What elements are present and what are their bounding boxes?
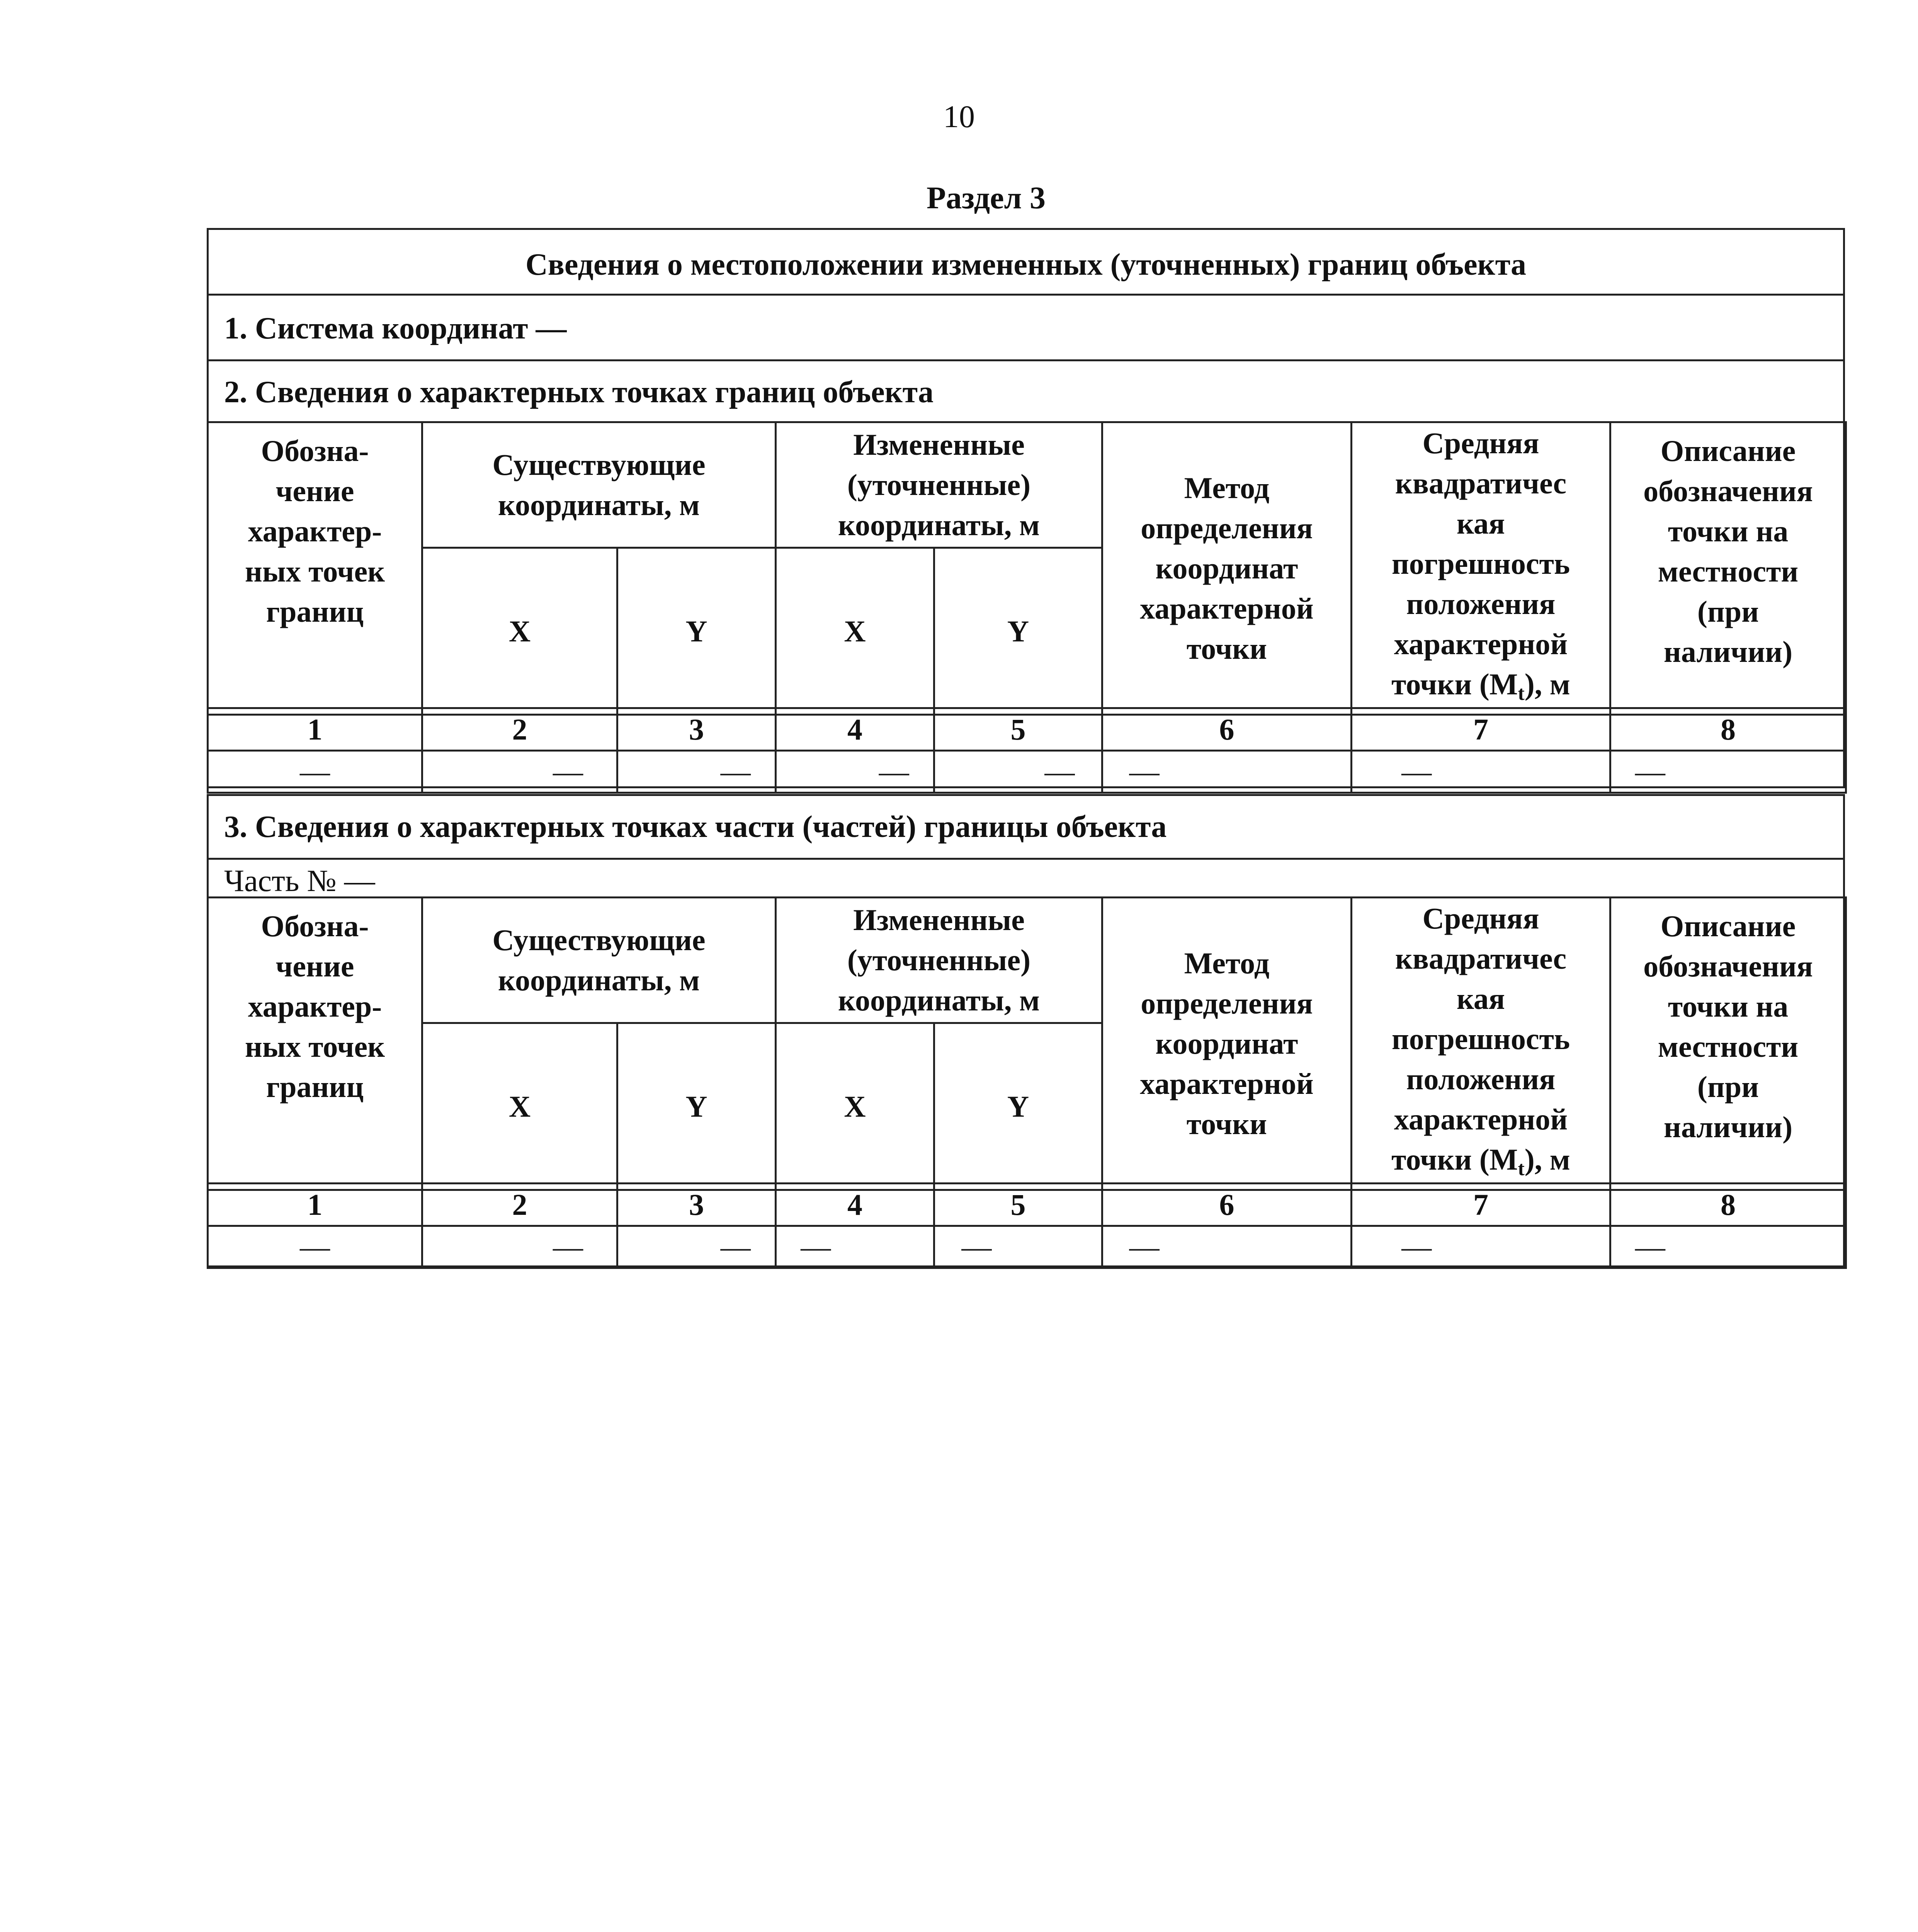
- header-line: Метод: [1184, 946, 1270, 980]
- table-row: [208, 1226, 1846, 1268]
- header-line: ных точек: [245, 1030, 385, 1063]
- header-line: наличии): [1663, 635, 1793, 668]
- col-existing-y: Y: [617, 1023, 776, 1190]
- header-line: координаты, м: [838, 508, 1040, 542]
- header-line: квадратичес: [1395, 942, 1567, 975]
- column-number: 7: [1352, 708, 1610, 751]
- header-line: чение: [275, 474, 354, 508]
- header-line: характерной: [1140, 592, 1314, 625]
- header-line: (при: [1697, 595, 1759, 628]
- cell-value: —: [776, 751, 934, 793]
- header-line: обозначения: [1643, 949, 1813, 983]
- column-number: 4: [776, 1184, 934, 1226]
- header-line: Метод: [1184, 471, 1270, 505]
- part-number-row: [209, 858, 1843, 900]
- header-line: точки на: [1668, 514, 1789, 548]
- col-changed-y: Y: [934, 548, 1102, 715]
- cell-value: —: [1102, 751, 1352, 793]
- header-line: положения: [1406, 1062, 1556, 1096]
- column-numbers-row: [208, 708, 1846, 751]
- part-heading-row: [209, 796, 1843, 860]
- cell-value: —: [422, 751, 617, 793]
- header-line: (уточненные): [847, 468, 1031, 502]
- column-number: 2: [422, 1184, 617, 1226]
- header-line: Обозна-: [261, 909, 369, 943]
- cell-value: —: [1610, 751, 1846, 793]
- cell-value: —: [1352, 1226, 1610, 1268]
- header-line: Измененные: [853, 903, 1025, 937]
- header-line: Описание: [1660, 434, 1796, 468]
- header-line: чение: [275, 949, 354, 983]
- header-line: погрешность: [1391, 547, 1570, 580]
- part-table-header: [207, 896, 1847, 1191]
- col-existing-coords: [422, 422, 776, 548]
- header-line: кая: [1457, 507, 1505, 540]
- coord-system-label: 1. Система координат —: [224, 311, 567, 345]
- part-number-label: Часть № —: [224, 864, 375, 898]
- header-line: характерной: [1140, 1067, 1314, 1100]
- header-line: точки: [1186, 1107, 1267, 1141]
- col-changed-coords: [776, 422, 1102, 548]
- header-line: координаты, м: [838, 983, 1040, 1017]
- header-line: характерной: [1394, 627, 1568, 661]
- col-method: [1102, 898, 1352, 1190]
- cell-value: —: [1102, 1226, 1352, 1268]
- column-number: 5: [934, 708, 1102, 751]
- header-line: Описание: [1660, 909, 1796, 943]
- header-line: Обозна-: [261, 434, 369, 468]
- column-number: 5: [934, 1184, 1102, 1226]
- header-line: погрешность: [1391, 1022, 1570, 1056]
- header-line: Средняя: [1422, 426, 1539, 460]
- cell-value: —: [617, 1226, 776, 1268]
- table-title-row: [209, 230, 1843, 294]
- header-line: квадратичес: [1395, 466, 1567, 500]
- header-line: координаты, м: [498, 963, 700, 997]
- column-number: 8: [1610, 1184, 1846, 1226]
- col-changed-x: X: [776, 548, 934, 715]
- table-title: Сведения о местоположении измененных (уточненных) границ объекта: [525, 248, 1527, 282]
- cell-value: —: [1610, 1226, 1846, 1268]
- column-number: 4: [776, 708, 934, 751]
- cell-value: —: [1352, 751, 1610, 793]
- points-heading: 2. Сведения о характерных точках границ объекта: [224, 375, 934, 409]
- col-point-designation: [208, 898, 422, 1190]
- header-line: (при: [1697, 1070, 1759, 1104]
- cell-value: —: [208, 1226, 422, 1268]
- page-number: 10: [943, 99, 975, 134]
- column-number: 3: [617, 1184, 776, 1226]
- table-row: [208, 751, 1846, 793]
- header-line: точки на: [1668, 990, 1789, 1023]
- column-number: 3: [617, 708, 776, 751]
- header-line: границ: [266, 1070, 364, 1104]
- column-number: 8: [1610, 708, 1846, 751]
- part-heading: 3. Сведения о характерных точках части (частей) границы объекта: [224, 810, 1167, 844]
- column-number: 7: [1352, 1184, 1610, 1226]
- col-changed-x: X: [776, 1023, 934, 1190]
- col-point-description: [1610, 422, 1846, 715]
- cell-value: —: [776, 1226, 934, 1268]
- cell-value: —: [422, 1226, 617, 1268]
- header-line: местности: [1658, 1030, 1799, 1063]
- col-existing-x: X: [422, 548, 617, 715]
- part-boundary-table: [207, 794, 1845, 1267]
- header-line: Средняя: [1422, 901, 1539, 935]
- header-line: координат: [1155, 551, 1298, 585]
- col-existing-coords: [422, 898, 776, 1023]
- header-line: (уточненные): [847, 943, 1031, 977]
- column-numbers-row: [208, 1184, 1846, 1226]
- header-line: Существующие: [492, 448, 706, 482]
- col-changed-y: Y: [934, 1023, 1102, 1190]
- header-line: характерной: [1394, 1102, 1568, 1136]
- col-existing-x: X: [422, 1023, 617, 1190]
- cell-value: —: [208, 751, 422, 793]
- header-line: характер-: [248, 990, 382, 1023]
- header-line: определения: [1141, 986, 1313, 1020]
- header-line: определения: [1141, 511, 1313, 545]
- column-number: 1: [208, 1184, 422, 1226]
- column-number: 1: [208, 708, 422, 751]
- col-method: [1102, 422, 1352, 715]
- coord-system-row: [209, 294, 1843, 359]
- col-point-designation: [208, 422, 422, 715]
- cell-value: —: [934, 1226, 1102, 1268]
- header-line: Существующие: [492, 923, 706, 957]
- section-title: Раздел 3: [927, 180, 1046, 215]
- header-line: кая: [1457, 982, 1505, 1015]
- column-number: 6: [1102, 708, 1352, 751]
- col-mean-square-error: Средняя квадратичес кая погрешность положения характерной точки $(M_t)$, м: [1352, 898, 1610, 1190]
- header-line: наличии): [1663, 1110, 1793, 1144]
- col-point-description: [1610, 898, 1846, 1190]
- header-line: обозначения: [1643, 474, 1813, 508]
- boundary-location-table: [207, 228, 1845, 788]
- header-line: Измененные: [853, 428, 1025, 462]
- col-existing-y: Y: [617, 548, 776, 715]
- points-table-header: [207, 421, 1847, 716]
- col-mean-square-error: Средняя квадратичес кая погрешность положения характерной точки $(M_t)$, м: [1352, 422, 1610, 715]
- column-number: 6: [1102, 1184, 1352, 1226]
- header-line: границ: [266, 595, 364, 628]
- column-number: 2: [422, 708, 617, 751]
- part-table-body: [207, 1182, 1847, 1269]
- header-line: местности: [1658, 554, 1799, 588]
- points-heading-row: [209, 359, 1843, 423]
- header-line: точки: [1186, 632, 1267, 665]
- col-changed-coords: [776, 898, 1102, 1023]
- cell-value: —: [934, 751, 1102, 793]
- header-line: характер-: [248, 514, 382, 548]
- header-line: положения: [1406, 587, 1556, 621]
- cell-value: —: [617, 751, 776, 793]
- points-table-body: [207, 707, 1847, 794]
- header-line: координат: [1155, 1027, 1298, 1060]
- header-line: координаты, м: [498, 488, 700, 522]
- header-line: ных точек: [245, 554, 385, 588]
